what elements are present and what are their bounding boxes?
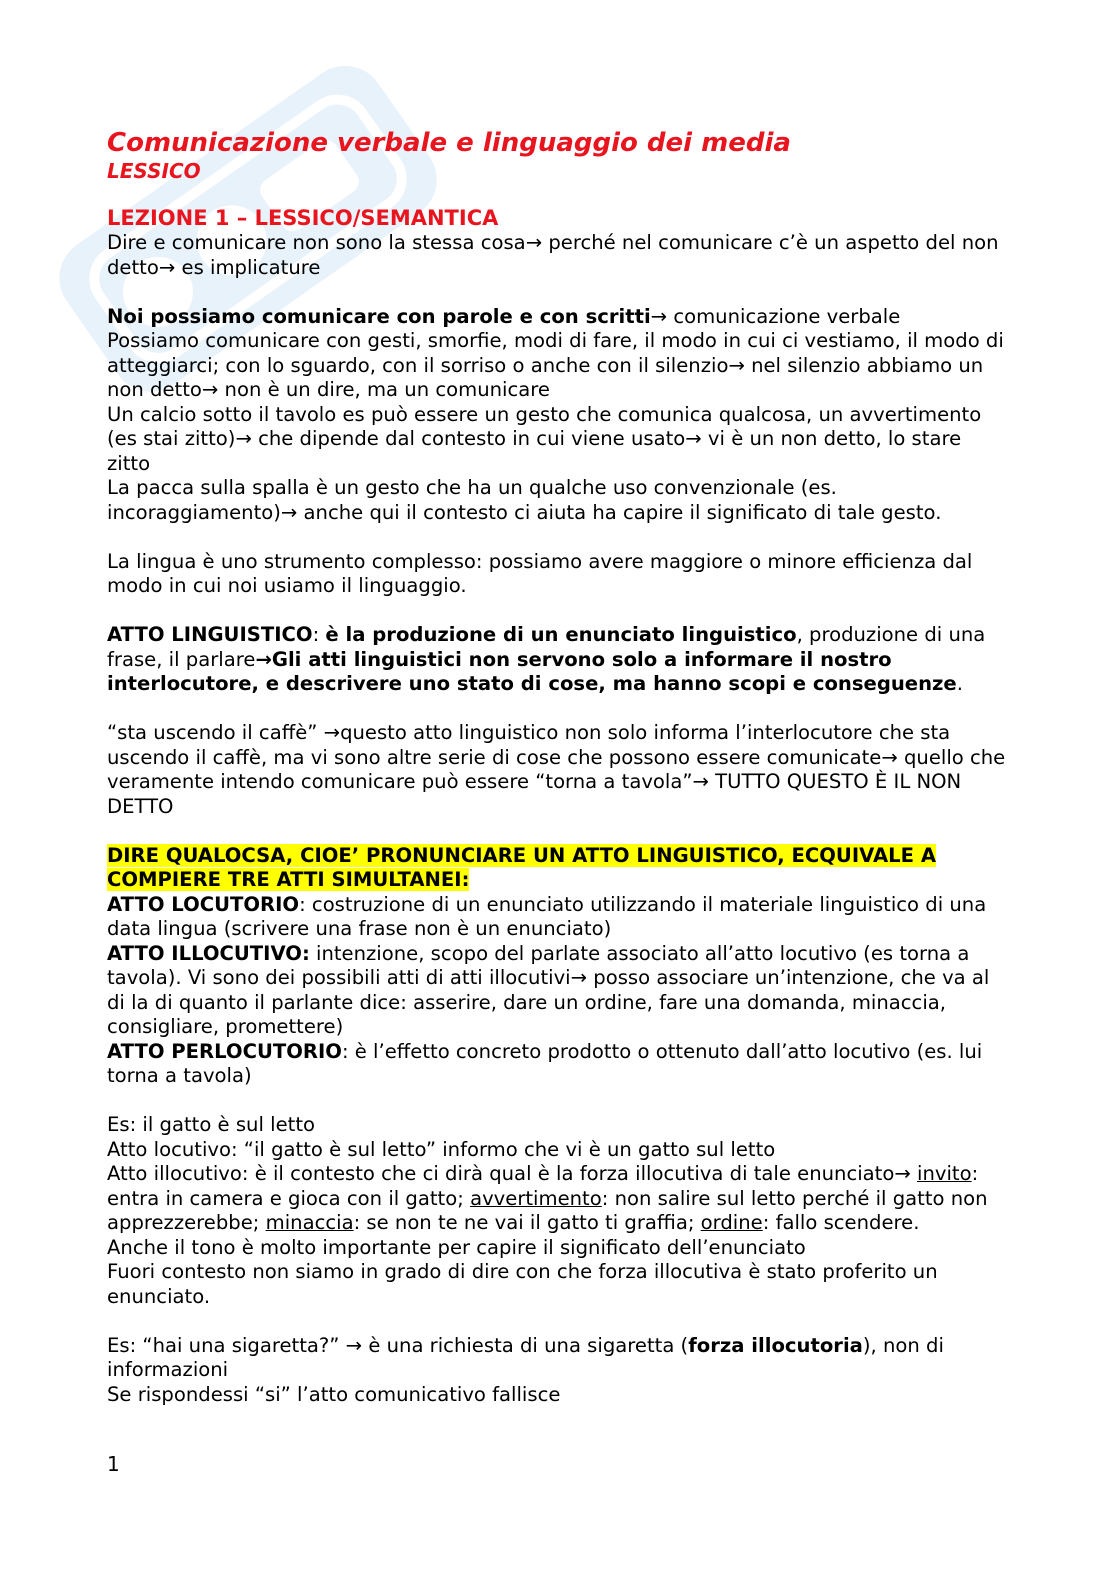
example-line-3: Atto illocutivo: è il contesto che ci dirà qual è la forza illocutiva di tale enunciato→ invito: entra in camera e gioca con il gatto; avvertimento: non salire sul letto perché il gatto non apprezzerebbe; minaccia: se non te ne vai il gatto ti graffia; ordine: fallo scendere. bbox=[107, 1162, 988, 1234]
paragraph-atto-perlocutorio: ATTO PERLOCUTORIO: è l’effetto concreto prodotto o ottenuto dall’atto locutivo (es. lui torna a tavola) bbox=[107, 1039, 983, 1087]
paragraph-gesti: Possiamo comunicare con gesti, smorfie, modi di fare, il modo in cui ci vestiamo, il modo di atteggiarci; con lo sguardo, con il sorriso o anche con il silenzio→ nel silenzio abbiamo un non detto→ non è un dire, ma un comunicare bbox=[107, 329, 1004, 401]
example-sigaretta: Es: “hai una sigaretta?” → è una richiesta di una sigaretta (forza illocutoria), non di informazioni bbox=[107, 1333, 944, 1381]
paragraph-calcio: Un calcio sotto il tavolo es può essere un gesto che comunica qualcosa, un avvertimento (es stai zitto)→ che dipende dal contesto in cui viene usato→ vi è un non detto, lo stare zitto bbox=[107, 402, 982, 475]
arrow-icon: → bbox=[323, 721, 341, 744]
document-subtitle: LESSICO bbox=[107, 159, 201, 183]
arrow-icon: → bbox=[570, 966, 588, 989]
arrow-icon: → bbox=[345, 1333, 363, 1357]
arrow-icon: → bbox=[692, 770, 709, 793]
arrow-icon: → bbox=[894, 1162, 911, 1185]
example-line-2: Atto locutivo: “il gatto è sul letto” informo che vi è un gatto sul letto bbox=[107, 1137, 776, 1161]
paragraph-pacca: La pacca sulla spalla è un gesto che ha un qualche uso convenzionale (es. incoraggiamento)→ anche qui il contesto ci aiuta ha capire il significato di tale gesto. bbox=[107, 476, 942, 524]
arrow-icon: → bbox=[650, 304, 668, 328]
paragraph-dire-comunicare: Dire e comunicare non sono la stessa cosa→ perché nel comunicare c’è un aspetto del non detto→ es implicature bbox=[107, 231, 999, 279]
arrow-icon: → bbox=[728, 353, 745, 377]
arrow-icon: → bbox=[685, 427, 702, 450]
paragraph-caffe: “sta uscendo il caffè” →questo atto linguistico non solo informa l’interlocutore che sta uscendo il caffè, ma vi sono altre serie di cose che possono essere comunicate→ quello che veramente intendo comunicare può essere “torna a tavola”→ TUTTO QUESTO È IL NON DETTO bbox=[107, 721, 1006, 818]
arrow-icon: → bbox=[235, 427, 252, 450]
example-line-5: Fuori contesto non siamo in grado di dire con che forza illocutiva è stato proferito un enunciato. bbox=[107, 1260, 938, 1308]
paragraph-atto-linguistico: ATTO LINGUISTICO: è la produzione di un enunciato linguistico, produzione di una frase, il parlare→Gli atti linguistici non servono solo a informare il nostro interlocutore, e descrivere uno stato di cose, ma hanno scopi e conseguenze. bbox=[107, 623, 986, 695]
arrow-icon: → bbox=[525, 231, 543, 254]
paragraph-atto-illocutivo: ATTO ILLOCUTIVO: intenzione, scopo del parlate associato all’atto locutivo (es torna a tavola). Vi sono dei possibili atti di atti illocutivi→ posso associare un’intenzione, che va al di la di quanto il parlante dice: asserire, dare un ordine, fare una domanda, minaccia, consigliare, promettere) bbox=[107, 941, 990, 1038]
paragraph-atto-locutorio: ATTO LOCUTORIO: costruzione di un enunciato utilizzando il materiale linguistico di una data lingua (scrivere una frase non è un enunciato) bbox=[107, 892, 987, 940]
example-line-4: Anche il tono è molto importante per capire il significato dell’enunciato bbox=[107, 1235, 806, 1259]
arrow-icon: → bbox=[280, 500, 298, 524]
document-page bbox=[107, 128, 1007, 1407]
arrow-icon: → bbox=[255, 647, 272, 671]
example-line-1: Es: il gatto è sul letto bbox=[107, 1113, 315, 1136]
paragraph-lingua: La lingua è uno strumento complesso: possiamo avere maggiore o minore efficienza dal modo in cui noi usiamo il linguaggio. bbox=[107, 549, 973, 597]
document-title: Comunicazione verbale e linguaggio dei media bbox=[107, 128, 791, 158]
page-number: 1 bbox=[107, 1452, 120, 1476]
arrow-icon: → bbox=[158, 255, 176, 279]
highlighted-heading: DIRE QUALOCSA, CIOE’ PRONUNCIARE UN ATTO LINGUISTICO, ECQUIVALE A COMPIERE TRE ATTI SIMULTANEI: bbox=[107, 843, 936, 891]
arrow-icon: → bbox=[881, 745, 898, 769]
arrow-icon: → bbox=[201, 378, 219, 401]
section-heading: LEZIONE 1 – LESSICO/SEMANTICA bbox=[107, 206, 499, 230]
example-sigaretta-line-2: Se rispondessi “si” l’atto comunicativo fallisce bbox=[107, 1382, 561, 1406]
paragraph-comunicazione-verbale: Noi possiamo comunicare con parole e con scritti→ comunicazione verbale bbox=[107, 304, 901, 328]
